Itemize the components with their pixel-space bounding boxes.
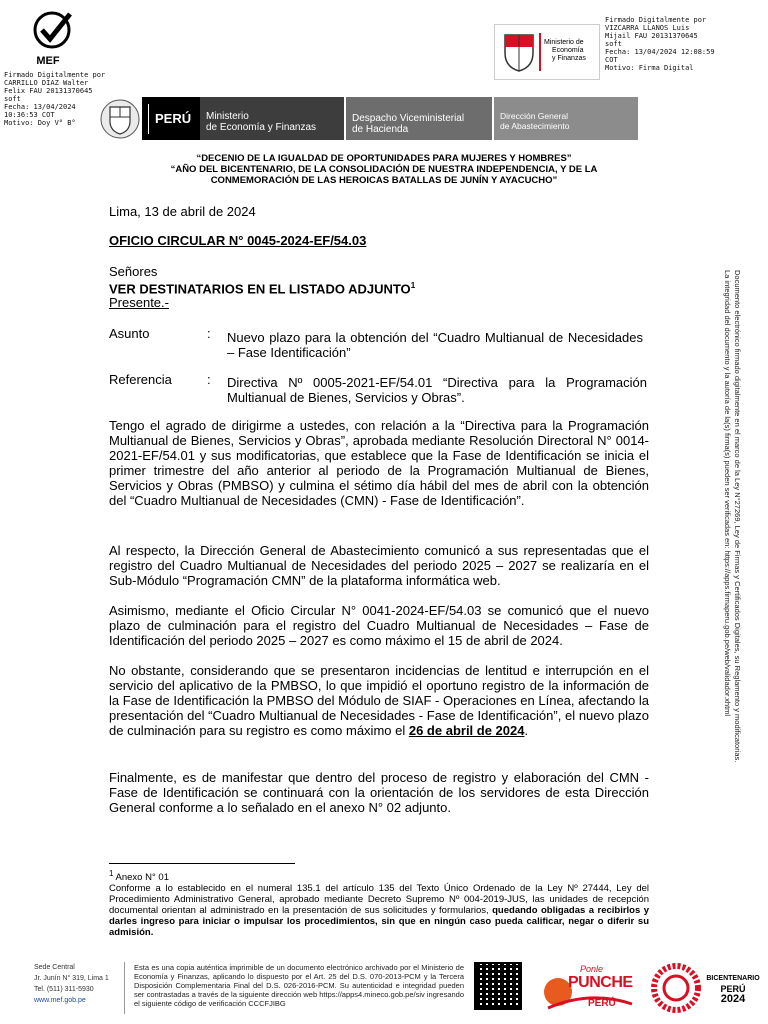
stamp-divider — [539, 33, 541, 71]
senores-label: Señores — [109, 264, 158, 279]
signature-line: soft — [4, 95, 21, 103]
signature-line: Firmado Digitalmente por — [4, 71, 106, 79]
footnote-title-line — [109, 868, 649, 883]
bicentenario-rosette-icon — [650, 962, 702, 1014]
peru-crest — [98, 97, 142, 140]
signature-line: Motivo: Firma Digital — [605, 64, 694, 72]
signature-line: Firmado Digitalmente por — [605, 16, 707, 24]
checkmark-shield-icon — [30, 10, 76, 50]
footnote-body — [109, 883, 649, 938]
bicentenario-text — [704, 974, 762, 1004]
footnote — [109, 868, 649, 938]
banner-vice-line: de Hacienda — [352, 124, 409, 135]
footer-address-line: Sede Central — [34, 964, 75, 971]
paragraph-4-deadline: 26 de abril de 2024 — [408, 723, 525, 738]
asunto-colon: : — [207, 326, 211, 341]
signature-line: Fecha: 13/04/2024 12:08:59 — [605, 48, 715, 56]
footnote-bold: quedando obligadas a recibirlos y darles ingreso para iniciar o impulsar los procedimientos, sin que en ningún caso pueda calificar, negar o diferir su admisión. — [109, 905, 650, 939]
signature-line: CARRILLO DIAZ Walter — [4, 79, 89, 87]
signature-right-stamp — [494, 24, 600, 80]
ponle-punche-peru-logo — [540, 960, 640, 1016]
banner-peru-label: PERÚ — [155, 111, 192, 126]
bicentenario-line: 2024 — [720, 993, 746, 1005]
signature-line: VIZCARRA LLANOS Luis — [605, 24, 690, 32]
paragraph-4-end: . — [524, 723, 529, 738]
decenio-line: “DECENIO DE LA IGUALDAD DE OPORTUNIDADES PARA MUJERES Y HOMBRES” — [196, 153, 572, 164]
banner-ministry-line: de Economía y Finanzas — [206, 122, 317, 133]
footer-address-line: Jr. Junín N° 319, Lima 1 — [34, 975, 109, 982]
footer-authenticity-note: Esta es una copia auténtica imprimible de un documento electrónico archivado por el Ministerio de Economía y Finanzas, aplicando lo dispuesto por el Art. 25 del D.S. 070-2013-PCM y la Tercera Disposición Complementaria Final del D.S. 026-2016-PCM. Su autenticidad e integridad pueden ser contrastadas a través de la siguiente dirección web https://apps4.mineco.gob.pe/siv ingresando el siguiente código de verificación CCCFJIBG — [134, 963, 464, 1008]
peru-coat-of-arms-icon — [98, 97, 142, 140]
decenio-line: “AÑO DEL BICENTENARIO, DE LA CONSOLIDACIÓN DE NUESTRA INDEPENDENCIA, Y DE LA — [170, 164, 598, 175]
signature-right — [605, 16, 765, 72]
banner-vice-line: Despacho Viceministerial — [352, 113, 465, 124]
footer-divider — [124, 962, 125, 1014]
referencia-text: Directiva Nº 0005-2021-EF/54.01 “Directiva para la Programación Multianual de Bienes, Servicios y Obras”. — [227, 375, 647, 405]
banner-direction-line: Dirección General — [500, 111, 569, 121]
banner-divider — [148, 104, 149, 134]
signature-line: Fecha: 13/04/2024 — [4, 103, 76, 111]
punche-top: Ponle — [580, 964, 604, 974]
side-text-line: Documento electrónico firmado digitalmente en el marco de la Ley N°27269, Ley de Firmas y Certificados Digitales, su Reglamento y modificatorias. — [733, 270, 742, 763]
recipients-block — [109, 265, 415, 310]
signature-line: COT — [605, 56, 618, 64]
bicentenario-logo — [650, 962, 762, 1014]
presente-label: Presente.- — [109, 295, 169, 311]
side-text-line: La integridad del documento y la autoría de la(s) firma(s) pueden ser verificadas en: https://apps.firmaperu.gob.pe/web/validador.xhtml — [723, 270, 732, 717]
signature-line: Motivo: Doy V° B° — [4, 119, 76, 127]
banner-direction-line: de Abastecimiento — [500, 121, 570, 131]
recipients-text: VER DESTINATARIOS EN EL LISTADO ADJUNTO — [109, 281, 411, 297]
signature-line: 10:36:53 COT — [4, 111, 55, 119]
asunto-label: Asunto — [109, 326, 150, 341]
footnote-title: Anexo N° 01 — [115, 872, 169, 884]
oficio-title: OFICIO CIRCULAR N° 0045-2024-EF/54.03 — [109, 233, 367, 248]
banner-ministry — [200, 97, 344, 140]
footnote-rule — [109, 863, 295, 864]
mef-logo — [30, 10, 76, 67]
punche-bottom: PERÚ — [588, 998, 616, 1009]
peru-coat-of-arms-icon — [501, 29, 537, 73]
decenio-line: CONMEMORACIÓN DE LAS HEROICAS BATALLAS DE JUNÍN Y AYACUCHO” — [210, 175, 558, 186]
signature-line: Mijail FAU 20131370645 — [605, 32, 698, 40]
banner-vice-ministry — [346, 97, 492, 140]
paragraph-5: Finalmente, es de manifestar que dentro del proceso de registro y elaboración del CMN - Fase de Identificación se continuará con la orientación de los servidores de esta Dirección General conforme a lo señalado en el anexo N° 02 adjunto. — [109, 770, 649, 815]
footnote-ref: 1 — [410, 281, 416, 290]
footnote-text: Conforme a lo establecido en el numeral 135.1 del artículo 135 del Texto Único Ordenado de la Ley Nº 27444, Ley del Procedimiento Administrativo General, aprobado mediante Decreto Supremo Nº 004-2019-JUS, las unidades de recepción documental orientan al administrado en la presentación de sus solicitudes y formularios, — [109, 883, 649, 917]
footer-website-link[interactable]: www.mef.gob.pe — [34, 997, 86, 1004]
banner-peru — [142, 97, 200, 140]
mef-logo-label: MEF — [36, 55, 60, 67]
side-verification-text — [724, 270, 754, 770]
paragraph-4 — [109, 663, 649, 738]
bicentenario-line: PERÚ — [720, 984, 746, 994]
date-place: Lima, 13 de abril de 2024 — [109, 204, 256, 219]
banner-ministry-line: Ministerio — [206, 111, 249, 122]
signature-line: Felix FAU 20131370645 — [4, 87, 93, 95]
paragraph-2: Al respecto, la Dirección General de Abastecimiento comunicó a sus representadas que el registro del Cuadro Multianual de Necesidades del periodo 2025 – 2027 se realizaría en el Sub-Módulo “Programación CMN” de la plataforma informática web. — [109, 543, 649, 588]
banner-direction — [494, 97, 638, 140]
referencia-colon: : — [207, 372, 211, 387]
referencia-label: Referencia — [109, 372, 172, 387]
recipients-line — [109, 279, 415, 296]
stamp-ministry-line: y Finanzas — [552, 55, 586, 62]
footnote-marker: 1 — [109, 869, 114, 878]
paragraph-1: Tengo el agrado de dirigirme a ustedes, con relación a la “Directiva para la Programación Multianual de Bienes, Servicios y Obras”, aprobada mediante Resolución Directoral N° 0014-2021-EF/54.01 y sus modificatorias, que establece que la Fase de Identificación se inicia el primer trimestre del año anterior al periodo de la Programación Multianual de Bienes, Servicios y Obras (PMBSO) y culmina el sétimo día hábil del mes de abril con la obtención del “Cuadro Multianual de Necesidades (CMN) - Fase de Identificación”. — [109, 418, 649, 508]
stamp-ministry-line: Ministerio de — [544, 39, 584, 46]
stamp-ministry — [544, 39, 586, 63]
decenio-heading — [100, 153, 668, 186]
paragraph-4-text: No obstante, considerando que se presentaron incidencias de lentitud e interrupción en el servicio del aplicativo de la PMBSO, lo que impidió el oportuno registro de la información de la Fase de Identificación la PMBSO del Módulo de SIAF - Operaciones en Línea, afectando la presentación del “Cuadro Multianual de Necesidades - Fase de Identificación”, el nuevo plazo de culminación para su registro es como máximo el — [109, 663, 649, 738]
qr-code[interactable] — [474, 962, 522, 1010]
bicentenario-line: BICENTENARIO — [706, 975, 760, 982]
footer-address-line: Tel. (511) 311-5930 — [34, 986, 94, 993]
signature-line: soft — [605, 40, 622, 48]
paragraph-3: Asimismo, mediante el Oficio Circular N° 0041-2024-EF/54.03 se comunicó que el nuevo plazo de culminación para el registro del Cuadro Multianual de Necesidades – Fase de Identificación del periodo 2025 – 2027 es como máximo el 15 de abril de 2024. — [109, 603, 649, 648]
asunto-text: Nuevo plazo para la obtención del “Cuadro Multianual de Necesidades – Fase Identificación” — [227, 330, 643, 360]
footer-address — [34, 962, 124, 1006]
stamp-ministry-line: Economía — [552, 47, 584, 54]
header-banner — [98, 97, 638, 140]
punche-main: PUNCHE — [568, 974, 633, 991]
